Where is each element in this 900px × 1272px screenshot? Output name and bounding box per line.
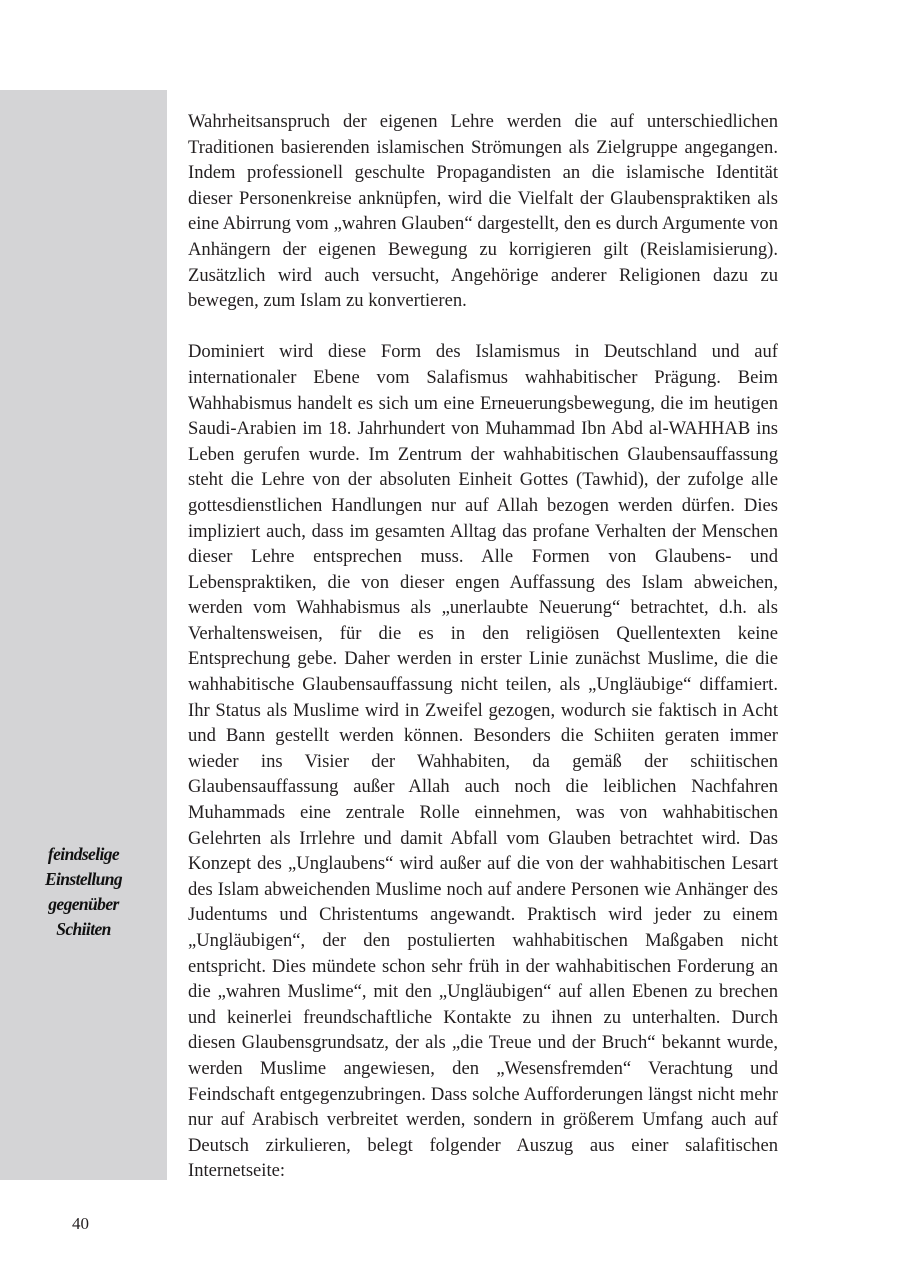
margin-note <box>0 842 167 942</box>
margin-sidebar <box>0 90 167 1180</box>
paragraph: Dominiert wird diese Form des Islamismus in Deutschland und auf internationaler Ebene vom Salafismus wahhabitischer Prägung. Beim Wahhabismus handelt es sich um eine Erneuerungsbewegung, die im heutigen Saudi-Arabien im 18. Jahrhundert von Muhammad Ibn Abd al-WAHHAB ins Leben gerufen wurde. Im Zentrum der wahhabitischen Glaubensauffassung steht die Lehre von der absoluten Einheit Gottes (Tawhid), der zufolge alle gottesdienstlichen Handlungen nur auf Allah bezogen werden dürfen. Dies impliziert auch, dass im gesamten Alltag das profane Verhalten der Menschen dieser Lehre entsprechen muss. Alle Formen von Glaubens- und Lebenspraktiken, die von dieser engen Auffassung des Islam abweichen, werden vom Wahhabismus als „unerlaubte Neuerung“ betrachtet, d.h. als Verhaltensweisen, für die es in den religiösen Quellentexten keine Entsprechung gebe. Daher werden in erster Linie zunächst Muslime, die die wahhabitische Glaubensauffassung nicht teilen, als „Ungläubige“ diffamiert. Ihr Status als Muslime wird in Zweifel gezogen, wodurch sie faktisch in Acht und Bann gestellt werden können. Besonders die Schiiten geraten immer wieder ins Visier der Wahhabiten, da gemäß der schiitischen Glaubensauffassung außer Allah auch noch die leiblichen Nachfahren Muhammads eine zentrale Rolle einnehmen, was von wahhabitischen Gelehrten als Irrlehre und damit Abfall vom Glauben betrachtet wird. Das Konzept des „Unglaubens“ wird außer auf die von der wahhabitischen Lesart des Islam abweichenden Muslime noch auf andere Personen wie Anhänger des Judentums und Christentums angewandt. Praktisch wird jeder zu einem „Ungläubigen“, der den postulierten wahhabitischen Maßgaben nicht entspricht. Dies mündete schon sehr früh in der wahhabitischen Forderung an die „wahren Muslime“, mit den „Ungläubigen“ auf allen Ebenen zu brechen und keinerlei freundschaftliche Kontakte zu ihnen zu unterhalten. Durch diesen Glaubensgrundsatz, der als „die Treue und der Bruch“ bekannt wurde, werden Muslime angewiesen, den „Wesensfremden“ Verachtung und Feindschaft entgegenzubringen. Dass solche Aufforderungen längst nicht mehr nur auf Arabisch verbreitet werden, sondern in größerem Umfang auch auf Deutsch zirkulieren, belegt folgender Auszug aus einer salafitischen Internetseite: <box>188 341 778 1182</box>
margin-note-line: feindselige <box>47 844 120 864</box>
margin-note-line: Schiiten <box>56 919 111 939</box>
page-number: 40 <box>72 1214 89 1233</box>
body-text <box>188 109 778 1184</box>
margin-note-line: Einstellung <box>44 869 123 889</box>
paragraph: Wahrheitsanspruch der eigenen Lehre werden die auf unterschiedlichen Traditionen basierenden islamischen Strömungen als Zielgruppe angegangen. Indem professionell geschulte Propagandisten an die islamische Identität dieser Personenkreise anknüpfen, wird die Vielfalt der Glaubenspraktiken als eine Abirrung vom „wahren Glauben“ dargestellt, den es durch Argumente von Anhängern der eigenen Bewegung zu korrigieren gilt (Reislamisierung). Zusätzlich wird auch versucht, Angehörige anderer Religionen dazu zu bewegen, zum Islam zu konvertieren. <box>188 111 778 312</box>
margin-note-line: gegenüber <box>48 894 119 914</box>
